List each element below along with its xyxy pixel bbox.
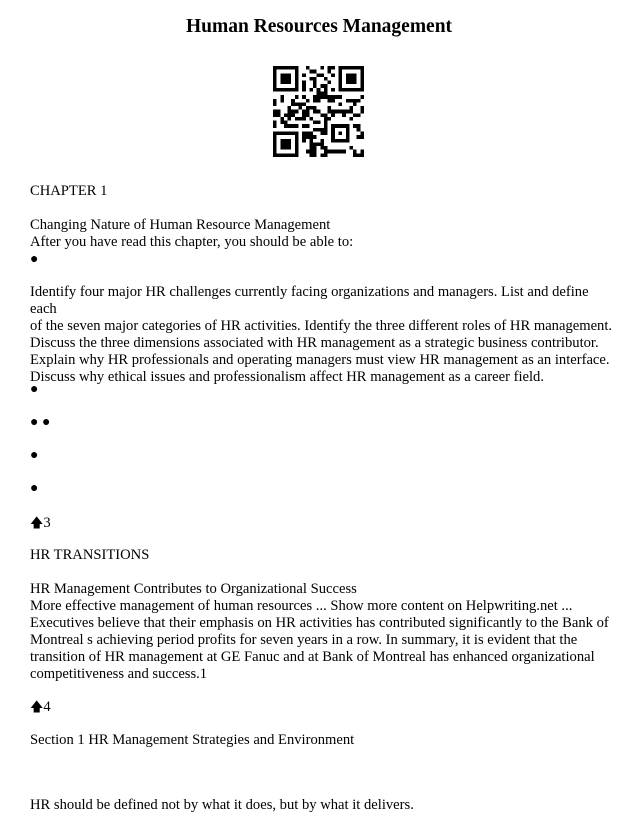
qr-module: [309, 77, 313, 81]
qr-module: [320, 153, 324, 157]
qr-module: [317, 110, 321, 114]
qr-module: [328, 70, 332, 74]
qr-module: [288, 117, 292, 121]
qr-module: [309, 106, 313, 110]
chapter-label: CHAPTER 1: [30, 183, 108, 199]
qr-module: [349, 117, 353, 121]
qr-module: [328, 95, 332, 99]
qr-module: [320, 95, 324, 99]
qr-module: [346, 99, 350, 103]
qr-module: [302, 139, 306, 143]
qr-module: [306, 124, 310, 128]
body-paragraph: [30, 598, 615, 683]
qr-module: [331, 88, 335, 92]
qr-module: [360, 135, 364, 139]
qr-module: [291, 102, 295, 106]
qr-module: [309, 146, 313, 150]
qr-module: [302, 73, 306, 77]
qr-module: [342, 110, 346, 114]
qr-module: [324, 88, 328, 92]
intro-text: After you have read this chapter, you should be able to:: [30, 234, 354, 250]
qr-module: [280, 95, 284, 99]
qr-module: [277, 110, 281, 114]
qr-module: [331, 110, 335, 114]
qr-module: [313, 99, 317, 103]
qr-module: [328, 117, 332, 121]
qr-module: [295, 95, 299, 99]
objective-line: Discuss why ethical issues and professionalism affect HR management as a career field.: [30, 369, 544, 385]
qr-module: [328, 81, 332, 85]
qr-module: [342, 113, 346, 117]
qr-module: [353, 150, 357, 154]
qr-module: [357, 128, 361, 132]
qr-module: [313, 142, 317, 146]
bullet: ●: [30, 382, 39, 397]
qr-module: [273, 124, 277, 128]
objective-line: of the seven major categories of HR activities. Identify the three different roles of HR management.: [30, 318, 613, 334]
qr-module: [357, 135, 361, 139]
qr-module: [295, 110, 299, 114]
qr-module: [339, 102, 343, 106]
qr-module: [280, 99, 284, 103]
qr-module: [302, 110, 306, 114]
qr-module: [291, 110, 295, 114]
qr-module: [317, 142, 321, 146]
qr-module: [291, 113, 295, 117]
bullet: ●: [30, 481, 39, 496]
section-heading: Section 1 HR Management Strategies and Environment: [30, 732, 355, 748]
qr-module: [306, 150, 310, 154]
qr-module: [277, 113, 281, 117]
qr-module: [302, 113, 306, 117]
qr-module: [288, 110, 292, 114]
qr-module: [317, 95, 321, 99]
bullet: ●: [30, 252, 39, 267]
qr-module: [309, 150, 313, 154]
qr-module: [324, 117, 328, 121]
qr-module: [313, 135, 317, 139]
qr-module: [306, 110, 310, 114]
qr-module: [353, 124, 357, 128]
qr-module: [324, 150, 328, 154]
qr-module: [320, 128, 324, 132]
qr-module: [317, 99, 321, 103]
qr-module: [273, 113, 277, 117]
qr-module: [313, 153, 317, 157]
qr-module: [309, 117, 313, 121]
qr-module: [273, 110, 277, 114]
qr-module: [328, 99, 332, 103]
qr-module: [273, 121, 277, 125]
qr-module: [298, 106, 302, 110]
chapter-title: Changing Nature of Human Resource Management: [30, 217, 331, 233]
qr-module: [302, 102, 306, 106]
qr-module: [288, 113, 292, 117]
qr-module: [306, 99, 310, 103]
qr-module: [295, 117, 299, 121]
qr-module: [324, 132, 328, 136]
qr-module: [331, 73, 335, 77]
qr-module: [309, 70, 313, 74]
qr-module: [288, 124, 292, 128]
qr-module: [298, 117, 302, 121]
qr-module: [349, 106, 353, 110]
qr-module: [349, 99, 353, 103]
page-number: 4: [43, 699, 51, 715]
qr-module: [339, 110, 343, 114]
qr-module: [331, 99, 335, 103]
qr-module: [302, 124, 306, 128]
qr-module: [335, 95, 339, 99]
qr-module: [320, 91, 324, 95]
qr-module: [360, 153, 364, 157]
qr-module: [302, 95, 306, 99]
qr-module: [309, 88, 313, 92]
qr-module: [309, 153, 313, 157]
qr-module: [320, 66, 324, 70]
qr-module: [360, 110, 364, 114]
body-line: Executives believe that their emphasis on HR activities has contributed significantly to the Bank of: [30, 615, 609, 631]
qr-module: [306, 106, 310, 110]
qr-module: [313, 146, 317, 150]
body-line: competitiveness and success.1: [30, 666, 208, 682]
qr-module: [309, 139, 313, 143]
qr-module: [317, 91, 321, 95]
qr-module: [320, 146, 324, 150]
qr-module: [357, 153, 361, 157]
qr-module: [328, 66, 332, 70]
qr-module: [328, 110, 332, 114]
qr-module: [317, 88, 321, 92]
qr-module: [313, 106, 317, 110]
qr-module: [339, 150, 343, 154]
qr-module: [313, 110, 317, 114]
bullet: ●: [30, 448, 39, 463]
qr-module: [302, 84, 306, 88]
qr-module: [335, 150, 339, 154]
qr-module: [353, 102, 357, 106]
qr-module: [284, 121, 288, 125]
qr-module: [349, 146, 353, 150]
qr-module: [360, 106, 364, 110]
qr-module: [302, 117, 306, 121]
document-title: Human Resources Management: [185, 16, 453, 37]
qr-module: [320, 132, 324, 136]
qr-module: [331, 66, 335, 70]
qr-module: [273, 102, 277, 106]
qr-module: [324, 146, 328, 150]
qr-module: [320, 139, 324, 143]
qr-module: [280, 117, 284, 121]
qr-module: [284, 124, 288, 128]
qr-module: [306, 113, 310, 117]
qr-module: [324, 153, 328, 157]
qr-module: [313, 121, 317, 125]
qr-module: [357, 124, 361, 128]
subsection-heading: HR Management Contributes to Organizational Success: [30, 581, 357, 597]
qr-module: [357, 113, 361, 117]
objective-line: Explain why HR professionals and operating managers must view HR management as an interface.: [30, 352, 610, 368]
qr-module: [317, 128, 321, 132]
qr-module: [302, 81, 306, 85]
qr-module: [360, 132, 364, 136]
qr-module: [357, 99, 361, 103]
qr-module: [273, 99, 277, 103]
qr-module: [291, 124, 295, 128]
qr-module: [313, 70, 317, 74]
qr-module: [320, 113, 324, 117]
qr-module: [313, 84, 317, 88]
qr-module: [349, 110, 353, 114]
qr-module: [295, 102, 299, 106]
qr-module: [324, 113, 328, 117]
qr-module: [280, 121, 284, 125]
qr-module: [324, 95, 328, 99]
qr-module: [342, 150, 346, 154]
qr-module: [360, 95, 364, 99]
qr-module: [353, 153, 357, 157]
qr-module: [313, 128, 317, 132]
qr-module: [360, 150, 364, 154]
qr-module: [309, 142, 313, 146]
qr-module: [284, 113, 288, 117]
qr-module: [295, 124, 299, 128]
qr-module: [320, 73, 324, 77]
qr-module: [302, 132, 306, 136]
qr-module: [320, 84, 324, 88]
up-arrow-icon: 🡅: [30, 699, 44, 714]
qr-module: [324, 124, 328, 128]
qr-module: [291, 99, 295, 103]
up-arrow-icon: 🡅: [30, 515, 44, 530]
qr-module: [309, 132, 313, 136]
qr-module: [313, 150, 317, 154]
qr-module: [309, 135, 313, 139]
qr-module: [324, 121, 328, 125]
qr-module: [302, 88, 306, 92]
qr-module: [324, 128, 328, 132]
qr-module: [320, 142, 324, 146]
qr-module: [331, 150, 335, 154]
page-marker: [30, 698, 615, 716]
qr-module: [298, 102, 302, 106]
objective-line: Identify four major HR challenges currently facing organizations and managers. List and define each: [30, 284, 589, 317]
qr-module: [328, 106, 332, 110]
body-line: Montreal s achieving period profits for seven years in a row. In summary, it is evident that the: [30, 632, 578, 648]
qr-module: [346, 110, 350, 114]
qr-module: [288, 106, 292, 110]
qr-module: [324, 77, 328, 81]
qr-module: [324, 91, 328, 95]
qr-module: [306, 132, 310, 136]
qr-module: [353, 99, 357, 103]
qr-module: [313, 95, 317, 99]
page-number: 3: [43, 515, 51, 531]
qr-module: [306, 135, 310, 139]
body-line: More effective management of human resources ... Show more content on Helpwriting.net ...: [30, 598, 573, 614]
qr-module: [331, 113, 335, 117]
objectives-paragraph: [30, 284, 615, 386]
qr-module: [306, 66, 310, 70]
qr-module: [313, 77, 317, 81]
qr-module: [331, 95, 335, 99]
qr-module: [317, 73, 321, 77]
qr-module: [353, 113, 357, 117]
bullet: ● ●: [30, 415, 51, 430]
qr-code: [273, 66, 364, 157]
qr-module: [335, 110, 339, 114]
qr-module: [313, 81, 317, 85]
body-line: transition of HR management at GE Fanuc and at Bank of Montreal has enhanced organizational: [30, 649, 595, 665]
qr-module: [317, 121, 321, 125]
qr-module: [328, 150, 332, 154]
closing-statement: HR should be defined not by what it does, but by what it delivers.: [30, 797, 414, 813]
qr-module: [302, 135, 306, 139]
page-marker: [30, 514, 615, 532]
qr-module: [339, 95, 343, 99]
section-heading: HR TRANSITIONS: [30, 547, 150, 563]
objective-line: Discuss the three dimensions associated with HR management as a strategic business contributor.: [30, 335, 599, 351]
qr-module: [324, 84, 328, 88]
